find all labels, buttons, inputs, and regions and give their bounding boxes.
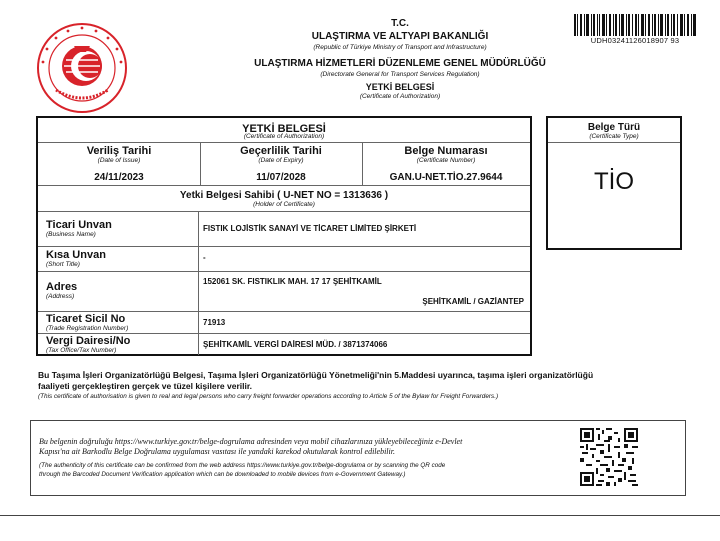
short-title-value: - xyxy=(203,253,206,262)
address-label-en: (Address) xyxy=(46,293,75,300)
certificate-type-label: Belge Türü xyxy=(587,122,641,133)
header-tc: T.C. xyxy=(391,18,409,29)
issue-date-label-en: (Date of Issue) xyxy=(97,157,141,164)
certificate-box xyxy=(36,116,532,356)
dates-row xyxy=(38,142,530,186)
verification-qr-code[interactable] xyxy=(580,428,638,486)
issue-date-cell xyxy=(38,142,200,185)
trade-registry-label-en: (Trade Registration Number) xyxy=(46,325,129,332)
header-directorate: ULAŞTIRMA HİZMETLERİ DÜZENLEME GENEL MÜDÜRLÜĞÜ xyxy=(254,58,546,69)
certificate-type-box xyxy=(546,116,682,250)
trade-name-label: Ticari Unvan xyxy=(46,219,112,231)
address-value: 152061 SK. FISTIKLIK MAH. 17 17 ŞEHİTKAMİL xyxy=(203,277,382,286)
ministry-seal-logo xyxy=(36,22,128,114)
expiry-date-label-en: (Date of Expiry) xyxy=(258,157,304,164)
tax-office-row xyxy=(38,333,530,355)
expiry-date-cell xyxy=(200,142,362,185)
issue-date-label: Veriliş Tarihi xyxy=(86,145,152,157)
tax-office-label-en: (Tax Office/Tax Number) xyxy=(46,347,117,354)
tax-office-label: Vergi Dairesi/No xyxy=(46,335,131,347)
verification-text-tr-1: Bu belgenin doğruluğu https://www.turkiye.gov.tr/belge-dogrulama adresinden veya mobil cihazlarınıza yükleyebileceğiniz e-Devlet xyxy=(39,437,463,446)
verification-text-en-2: through the Barcoded Document Verification application which can be downloaded to mobile devices from e-Government Gateway.) xyxy=(39,471,406,478)
address-city: ŞEHİTKAMİL / GAZİANTEP xyxy=(422,297,524,306)
legal-notice-tr: Bu Taşıma İşleri Organizatörlüğü Belgesi, Taşıma İşleri Organizatörlüğü Yönetmeliği'nin 5.Maddesi uyarınca, taşıma işleri organizatörlüğü faaliyeti gerçekleştiren gerçek ve tüzel kişilere verilir. xyxy=(38,370,594,391)
certificate-number-cell xyxy=(362,142,530,185)
certificate-type-value: TİO xyxy=(594,168,634,195)
holder-label-en: (Holder of Certificate) xyxy=(253,201,315,208)
issue-date-value: 24/11/2023 xyxy=(94,172,144,183)
header-ministry-en: (Republic of Türkiye Ministry of Transport and Infrastructure) xyxy=(313,44,487,51)
certificate-title: YETKİ BELGESİ xyxy=(242,123,326,135)
document-barcode xyxy=(574,14,696,36)
short-title-label: Kısa Unvan xyxy=(46,249,106,261)
page-bottom-divider xyxy=(0,515,720,516)
certificate-title-row xyxy=(38,118,530,143)
trade-name-row xyxy=(38,211,530,247)
holder-row xyxy=(38,185,530,212)
legal-notice xyxy=(38,370,598,401)
short-title-row xyxy=(38,246,530,272)
trade-registry-value: 71913 xyxy=(203,318,226,327)
expiry-date-value: 11/07/2028 xyxy=(256,172,306,183)
trade-registry-label: Ticaret Sicil No xyxy=(46,313,126,325)
trade-name-value: FISTIK LOJİSTİK SANAYİ VE TİCARET LİMİTED ŞİRKETİ xyxy=(203,224,417,233)
certificate-title-en: (Certificate of Authorization) xyxy=(243,133,325,140)
trade-registry-row xyxy=(38,311,530,334)
certificate-number-label: Belge Numarası xyxy=(404,145,488,157)
verification-text-tr-2: Kapısı'na ait Barkodlu Belge Doğrulama uygulaması vasıtası ile yandaki karekod okutularak kontrol edilebilir. xyxy=(39,447,395,456)
legal-notice-en: (This certificate of authorisation is given to real and legal persons who carry freight forwarder operations according to Article 5 of the Bylaw for Freight Forwarders.) xyxy=(38,393,499,400)
header-directorate-en: (Directorate General for Transport Services Regulation) xyxy=(320,71,480,78)
barcode-number: UDH03241126018907 93 xyxy=(590,36,680,45)
certificate-type-label-en: (Certificate Type) xyxy=(589,133,639,140)
holder-label: Yetki Belgesi Sahibi ( U-NET NO = 1313636 ) xyxy=(179,190,389,201)
address-row xyxy=(38,271,530,312)
expiry-date-label: Geçerlilik Tarihi xyxy=(240,145,322,157)
short-title-label-en: (Short Title) xyxy=(46,261,80,268)
certificate-number-value: GAN.U-NET.TİO.27.9644 xyxy=(389,172,503,183)
address-label: Adres xyxy=(46,281,78,293)
tax-office-value: ŞEHİTKAMİL VERGİ DAİRESİ MÜD. / 3871374066 xyxy=(203,340,388,349)
header-doc-title: YETKİ BELGESİ xyxy=(365,82,435,92)
header-ministry: ULAŞTIRMA VE ALTYAPI BAKANLIĞI xyxy=(311,31,489,42)
verification-text-en-1: (The authenticity of this certificate can be confirmed from the web address https://www.turkiye.gov.tr/belge-dogrulama or by scanning the QR code xyxy=(39,462,446,469)
trade-name-label-en: (Business Name) xyxy=(46,231,96,238)
header-doc-title-en: (Certificate of Authorization) xyxy=(359,93,441,100)
certificate-number-label-en: (Certificate Number) xyxy=(416,157,476,164)
